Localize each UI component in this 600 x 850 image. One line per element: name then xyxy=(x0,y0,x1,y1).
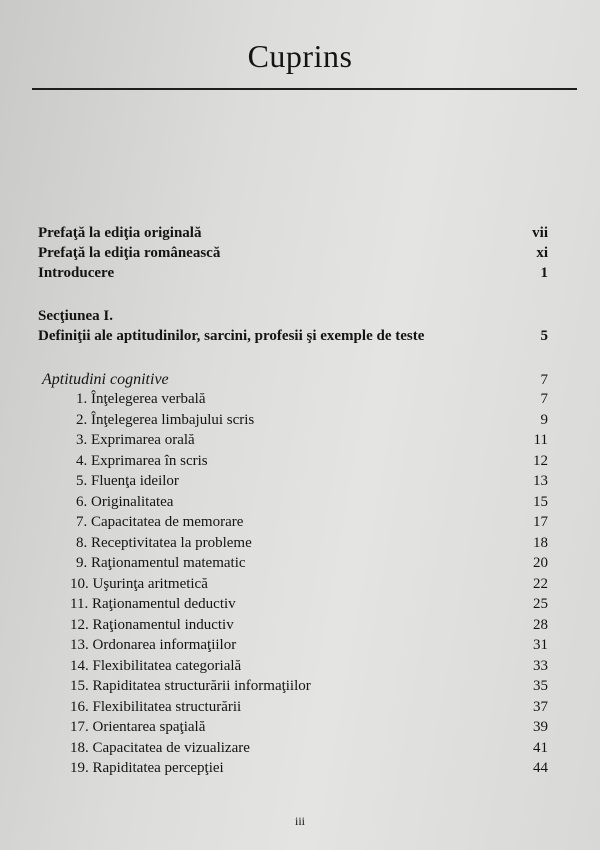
toc-entry-label: Prefaţă la ediţia românească xyxy=(38,245,221,261)
toc-entry-preface-romanian xyxy=(0,243,600,263)
toc-item-page: 22 xyxy=(533,575,548,592)
toc-item-page: 35 xyxy=(533,678,548,694)
toc-item-page: 28 xyxy=(533,616,548,633)
title-rule xyxy=(32,88,577,90)
toc-item-page: 18 xyxy=(533,534,548,551)
toc-item xyxy=(0,656,600,676)
toc-entry-preface-original xyxy=(0,223,600,243)
toc-item xyxy=(0,492,600,512)
toc-item-label: 6. Originalitatea xyxy=(76,493,174,510)
toc-item-page: 41 xyxy=(533,739,548,756)
toc-item-label: 11. Raţionamentul deductiv xyxy=(70,596,236,612)
toc-item-label: 1. Înţelegerea verbală xyxy=(76,391,206,407)
group-heading: Aptitudini cognitive xyxy=(42,371,169,388)
toc-item xyxy=(0,717,600,737)
toc-item xyxy=(0,594,600,614)
toc-item-page: 12 xyxy=(533,452,548,469)
toc-item-page: 33 xyxy=(533,657,548,674)
toc-item-label: 12. Raţionamentul inductiv xyxy=(70,616,234,633)
toc-item-page: 31 xyxy=(533,637,548,653)
toc-entry-label: Prefaţă la ediţia originală xyxy=(38,225,202,241)
toc-item xyxy=(0,512,600,532)
toc-item-page: 15 xyxy=(533,493,548,510)
toc-item-page: 37 xyxy=(533,698,548,715)
toc-item xyxy=(0,758,600,778)
toc-entry-label: Introducere xyxy=(38,265,115,281)
toc-item-label: 9. Raţionamentul matematic xyxy=(76,555,246,571)
toc-item xyxy=(0,471,600,491)
toc-item xyxy=(0,697,600,717)
toc-item xyxy=(0,635,600,655)
toc-item-label: 10. Uşurinţa aritmetică xyxy=(70,575,208,592)
toc-item xyxy=(0,574,600,594)
toc-item xyxy=(0,451,600,471)
page-title: Cuprins xyxy=(247,38,353,74)
toc-entry-section-heading xyxy=(0,326,600,346)
toc-item-page: 25 xyxy=(533,596,548,612)
toc-entry-page: xi xyxy=(536,245,548,261)
toc-item-label: 18. Capacitatea de vizualizare xyxy=(70,739,250,756)
toc-group-cognitive xyxy=(0,370,600,390)
toc-item xyxy=(0,676,600,696)
toc-item-label: 7. Capacitatea de memorare xyxy=(76,514,244,530)
page-number: iii xyxy=(294,814,305,828)
toc-item-label: 13. Ordonarea informaţiilor xyxy=(70,637,237,653)
toc-item-page: 39 xyxy=(533,719,548,735)
toc-item-label: 17. Orientarea spaţială xyxy=(70,719,206,735)
toc-item-page: 13 xyxy=(533,473,548,489)
toc-item xyxy=(0,389,600,409)
toc-entry-page: vii xyxy=(532,225,548,241)
toc-item xyxy=(0,533,600,553)
toc-item-label: 3. Exprimarea orală xyxy=(76,432,195,448)
toc-item-label: 8. Receptivitatea la probleme xyxy=(76,534,252,551)
toc-item-label: 2. Înţelegerea limbajului scris xyxy=(76,411,255,428)
toc-item-label: 19. Rapiditatea percepţiei xyxy=(70,760,224,776)
toc-item-label: 16. Flexibilitatea structurării xyxy=(70,698,242,715)
toc-item-label: 14. Flexibilitatea categorială xyxy=(70,657,242,674)
toc-item-label: 15. Rapiditatea structurării informaţiilor xyxy=(70,678,311,694)
toc-item-page: 44 xyxy=(533,760,548,776)
section-label: Secţiunea I. xyxy=(38,308,113,324)
toc-item-label: 4. Exprimarea în scris xyxy=(76,452,208,469)
toc-item xyxy=(0,410,600,430)
section-heading: Definiţii ale aptitudinilor, sarcini, profesii şi exemple de teste xyxy=(38,328,425,344)
toc-item-page: 9 xyxy=(540,411,548,428)
toc-item xyxy=(0,553,600,573)
toc-item-page: 11 xyxy=(533,432,548,448)
toc-item-page: 17 xyxy=(533,514,548,530)
toc-item xyxy=(0,738,600,758)
toc-item-label: 5. Fluenţa ideilor xyxy=(76,473,179,489)
toc-entry-introduction xyxy=(0,263,600,283)
toc-entry-page: 1 xyxy=(540,265,548,281)
toc-item-page: 20 xyxy=(533,555,548,571)
toc-item-page: 7 xyxy=(540,391,548,407)
toc-entry-page: 7 xyxy=(540,372,548,388)
toc-item xyxy=(0,615,600,635)
toc-entry-page: 5 xyxy=(540,328,548,344)
toc-item xyxy=(0,430,600,450)
